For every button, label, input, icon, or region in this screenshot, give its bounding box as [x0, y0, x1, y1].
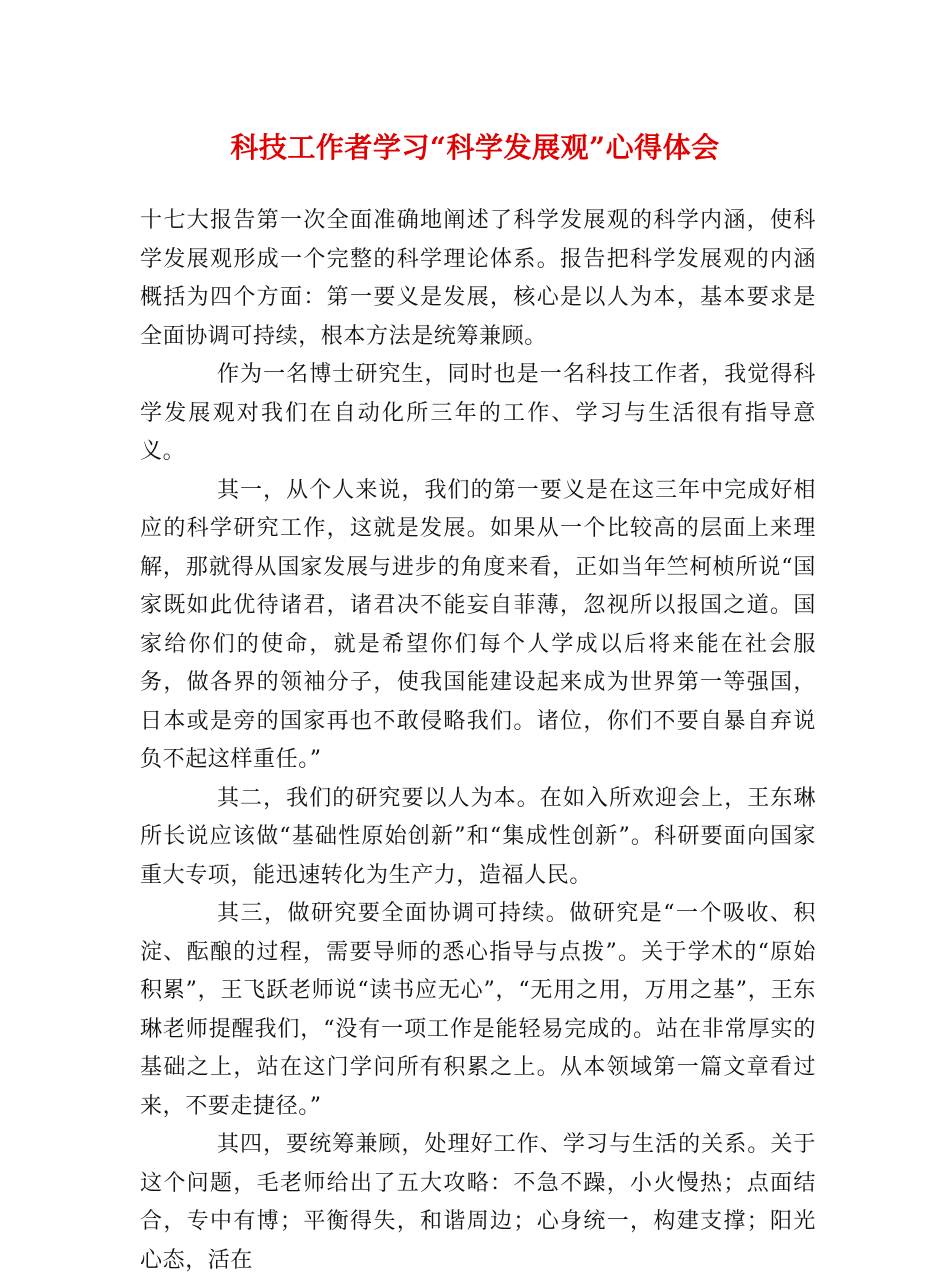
paragraph-point-one: 其一，从个人来说，我们的第一要义是在这三年中完成好相应的科学研究工作，这就是发展。如果从一个比较高的层面上来理解，那就得从国家发展与进步的角度来看，正如当年竺柯桢所说“国家既如此优待诸君，诸君决不能妄自菲薄，忽视所以报国之道。国家给你们的使命，就是希望你们每个人学成以后将来能在社会服务，做各界的领袖分子，使我国能建设起来成为世界第一等强国，日本或是旁的国家再也不敢侵略我们。诸位，你们不要自暴自弃说负不起这样重任。”	[140, 477, 816, 772]
paragraph-author-role: 作为一名博士研究生，同时也是一名科技工作者，我觉得科学发展观对我们在自动化所三年的工作、学习与生活很有指导意义。	[140, 362, 816, 464]
document-title: 科技工作者学习“科学发展观”心得体会	[230, 131, 720, 164]
paragraph-point-three: 其三，做研究要全面协调可持续。做研究是“一个吸收、积淀、酝酿的过程，需要导师的悉心指导与点拨”。关于学术的“原始积累”，王飞跃老师说“读书应无心”，“无用之用，万用之基”，王东琳老师提醒我们，“没有一项工作是能轻易完成的。站在非常厚实的基础之上，站在这门学问所有积累之上。从本领域第一篇文章看过来，不要走捷径。”	[140, 901, 816, 1119]
paragraph-intro: 十七大报告第一次全面准确地阐述了科学发展观的科学内涵，使科学发展观形成一个完整的科学理论体系。报告把科学发展观的内涵概括为四个方面：第一要义是发展，核心是以人为本，基本要求是全面协调可持续，根本方法是统筹兼顾。	[140, 208, 816, 349]
paragraph-point-two: 其二，我们的研究要以人为本。在如入所欢迎会上，王东琳所长说应该做“基础性原始创新”和“集成性创新”。科研要面向国家重大专项，能迅速转化为生产力，造福人民。	[140, 785, 816, 888]
document-body	[140, 202, 816, 1280]
paragraph-point-four: 其四，要统筹兼顾，处理好工作、学习与生活的关系。关于这个问题，毛老师给出了五大攻略：不急不躁，小火慢热；点面结合，专中有博；平衡得失，和谐周边；心身统一，构建支撑；阳光心态，活在	[140, 1132, 816, 1273]
